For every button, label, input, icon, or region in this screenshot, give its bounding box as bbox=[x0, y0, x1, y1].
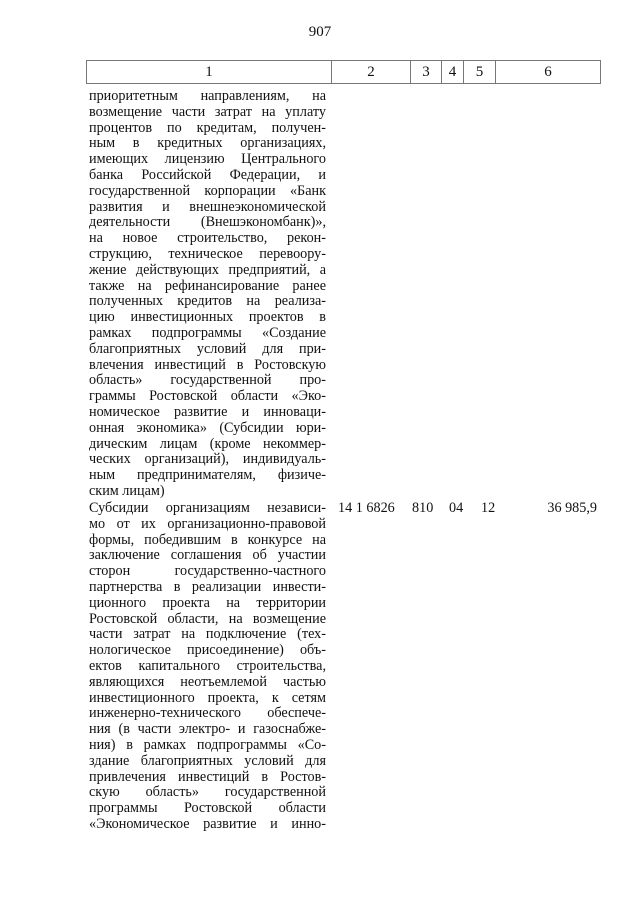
text-line: на новое строительство, рекон- bbox=[89, 230, 326, 247]
text-line: заключение соглашения об участии bbox=[89, 547, 326, 564]
text-line: партнерства в реализации инвести- bbox=[89, 578, 326, 595]
text-line: инженерно-технического обеспече- bbox=[89, 705, 326, 722]
table-row-2-pr: 12 bbox=[481, 500, 496, 516]
text-line: влечения инвестиций в Ростовскую bbox=[89, 356, 326, 373]
text-line: ния) в рамках подпрограммы «Со- bbox=[89, 736, 326, 753]
text-line: область» государственной про- bbox=[89, 372, 326, 389]
text-line: ционного проекта на территории bbox=[89, 594, 326, 611]
text-line: сторон государственно-частного bbox=[89, 563, 326, 580]
text-line: инвестиционного проекта, к сетям bbox=[89, 689, 326, 706]
text-line: развития и внешнеэкономической bbox=[89, 198, 326, 215]
table-row-2-code: 14 1 6826 bbox=[338, 500, 395, 516]
text-line: приоритетным направлениям, на bbox=[89, 88, 326, 104]
table-header-col-1: 1 bbox=[87, 61, 332, 83]
text-line: здание благоприятных условий для bbox=[89, 752, 326, 769]
text-line: ектов капитального строительства, bbox=[89, 657, 326, 674]
text-line: процентов по кредитам, получен- bbox=[89, 119, 326, 136]
text-line: ным в кредитных организациях, bbox=[89, 135, 326, 152]
text-line: формы, победившим в конкурсе на bbox=[89, 531, 326, 548]
table-row-1-description bbox=[89, 89, 326, 500]
text-line: являющихся неотъемлемой частью bbox=[89, 673, 326, 690]
text-line: полученных кредитов на реализа- bbox=[89, 293, 326, 310]
text-line: ния (в части электро- и газоснабже- bbox=[89, 721, 326, 738]
text-line: деятельности (Внешэкономбанк)», bbox=[89, 214, 326, 231]
text-line: мо от их организационно-правовой bbox=[89, 515, 326, 532]
table-row-2-rz: 04 bbox=[449, 500, 464, 516]
table-header-col-6: 6 bbox=[544, 64, 552, 80]
text-line: номическое развитие и инноваци- bbox=[89, 403, 326, 420]
table-header-row bbox=[86, 60, 601, 84]
text-line: также на рефинансирование ранее bbox=[89, 277, 326, 294]
table-header-col-5: 5 bbox=[464, 61, 496, 83]
table-row-2-description bbox=[89, 501, 326, 833]
text-line: рамках подпрограммы «Создание bbox=[89, 324, 326, 341]
text-line: Субсидии организациям независи- bbox=[89, 500, 326, 516]
text-line: программы Ростовской области bbox=[89, 800, 326, 817]
text-line: возмещение части затрат на уплату bbox=[89, 103, 326, 120]
text-line: нологическое присоединение) объ- bbox=[89, 642, 326, 659]
text-line: имеющих лицензию Центрального bbox=[89, 151, 326, 168]
text-line: дическим лицам (кроме некоммер- bbox=[89, 435, 326, 452]
text-line: ным предпринимателям, физиче- bbox=[89, 467, 326, 484]
text-line: «Экономическое развитие и инно- bbox=[89, 815, 326, 832]
text-line: жение действующих предприятий, а bbox=[89, 261, 326, 278]
text-line: части затрат на подключение (тех- bbox=[89, 626, 326, 643]
table-header-col-3: 3 bbox=[411, 61, 442, 83]
table-header-col-4: 4 bbox=[442, 61, 464, 83]
table-row-2-sum: 36 985,9 bbox=[547, 500, 597, 516]
table-row-2-vr: 810 bbox=[412, 500, 434, 516]
text-line: струкцию, техническое перевоору- bbox=[89, 245, 326, 262]
text-line: скую область» государственной bbox=[89, 784, 326, 801]
text-line: ческих организаций), индивидуаль- bbox=[89, 451, 326, 468]
text-line: граммы Ростовской области «Эко- bbox=[89, 388, 326, 405]
page-number: 907 bbox=[308, 24, 332, 40]
text-line: благоприятных условий для при- bbox=[89, 340, 326, 357]
table-header-col-2: 2 bbox=[332, 61, 411, 83]
text-line: банка Российской Федерации, и bbox=[89, 166, 326, 183]
text-line: привлечения инвестиций в Ростов- bbox=[89, 768, 326, 785]
text-line: цию инвестиционных проектов в bbox=[89, 309, 326, 326]
text-line: ским лицам) bbox=[89, 482, 165, 499]
text-line: Ростовской области, на возмещение bbox=[89, 610, 326, 627]
text-line: государственной корпорации «Банк bbox=[89, 182, 326, 199]
text-line: онная экономика» (Субсидии юри- bbox=[89, 419, 326, 436]
